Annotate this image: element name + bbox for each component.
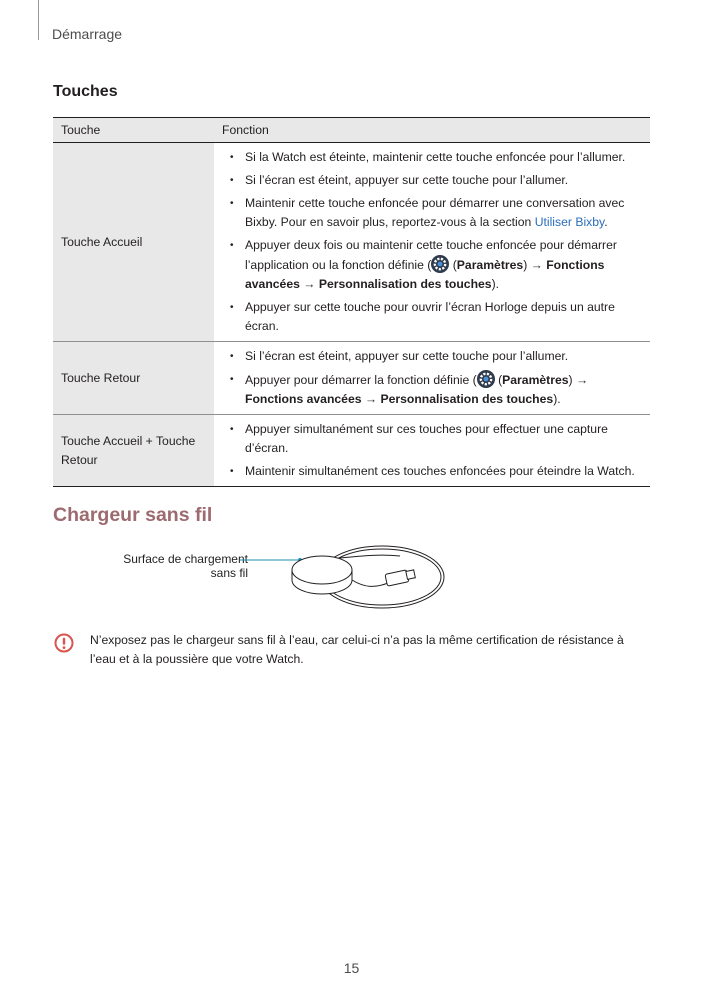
list-item: • Appuyer simultanément sur ces touches pour effectuer une capture d’écran. [228, 420, 642, 458]
function-cell [214, 342, 650, 415]
table-header-function: Fonction [214, 118, 650, 143]
section-title-chargeur: Chargeur sans fil [53, 504, 213, 526]
list-item: • Appuyer deux fois ou maintenir cette touche enfoncée pour démarrer l’application ou la fonction définie ( (Paramètres) → Fonctions avancées → Personnalisation des touches). [228, 236, 642, 294]
caution-icon [54, 633, 74, 653]
key-name: Touche Retour [53, 342, 214, 415]
function-list [228, 347, 642, 409]
usb-plug-tip [406, 570, 415, 579]
key-name: Touche Accueil + Touche Retour [53, 415, 214, 487]
wireless-charger-illustration [240, 538, 455, 623]
running-header: Démarrage [52, 26, 123, 42]
cable-to-plug [352, 580, 388, 586]
list-item: • Appuyer pour démarrer la fonction définie ( (Paramètres) → Fonctions avancées → Personnalisation des touches). [228, 370, 642, 409]
list-item: • Si la Watch est éteinte, maintenir cette touche enfoncée pour l’allumer. [228, 148, 642, 167]
usb-plug [385, 570, 409, 586]
charging-surface [292, 556, 352, 584]
settings-gear-icon [431, 255, 449, 273]
link-utiliser-bixby[interactable]: Utiliser Bixby [534, 215, 605, 229]
function-list [228, 420, 642, 481]
list-item: • Maintenir cette touche enfoncée pour démarrer une conversation avec Bixby. Pour en savoir plus, reportez-vous à la section Utiliser Bixby. [228, 194, 642, 232]
table-row [53, 342, 650, 415]
function-cell [214, 415, 650, 487]
key-name: Touche Accueil [53, 143, 214, 342]
page-number: 15 [343, 960, 360, 976]
table-row [53, 415, 650, 487]
list-item: • Si l’écran est éteint, appuyer sur cette touche pour l’allumer. [228, 171, 642, 190]
section-title-touches: Touches [53, 83, 118, 100]
function-list [228, 148, 642, 336]
margin-rule [38, 0, 39, 40]
keys-table [53, 117, 650, 487]
table-row [53, 143, 650, 342]
caution-text: N’exposez pas le chargeur sans fil à l’eau, car celui-ci n’a pas la même certification de résistance à l’eau et à la poussière que votre Watch. [90, 633, 624, 666]
list-item: • Maintenir simultanément ces touches enfoncées pour éteindre la Watch. [228, 462, 642, 481]
function-cell [214, 143, 650, 342]
table-header-row [53, 118, 650, 143]
list-item: • Appuyer sur cette touche pour ouvrir l’écran Horloge depuis un autre écran. [228, 298, 642, 336]
list-item: • Si l’écran est éteint, appuyer sur cette touche pour l’allumer. [228, 347, 642, 366]
settings-gear-icon [477, 370, 495, 388]
charging-surface-label: Surface de chargement sans fil [123, 552, 248, 580]
table-header-key: Touche [53, 118, 214, 143]
cable-lead [340, 555, 400, 558]
